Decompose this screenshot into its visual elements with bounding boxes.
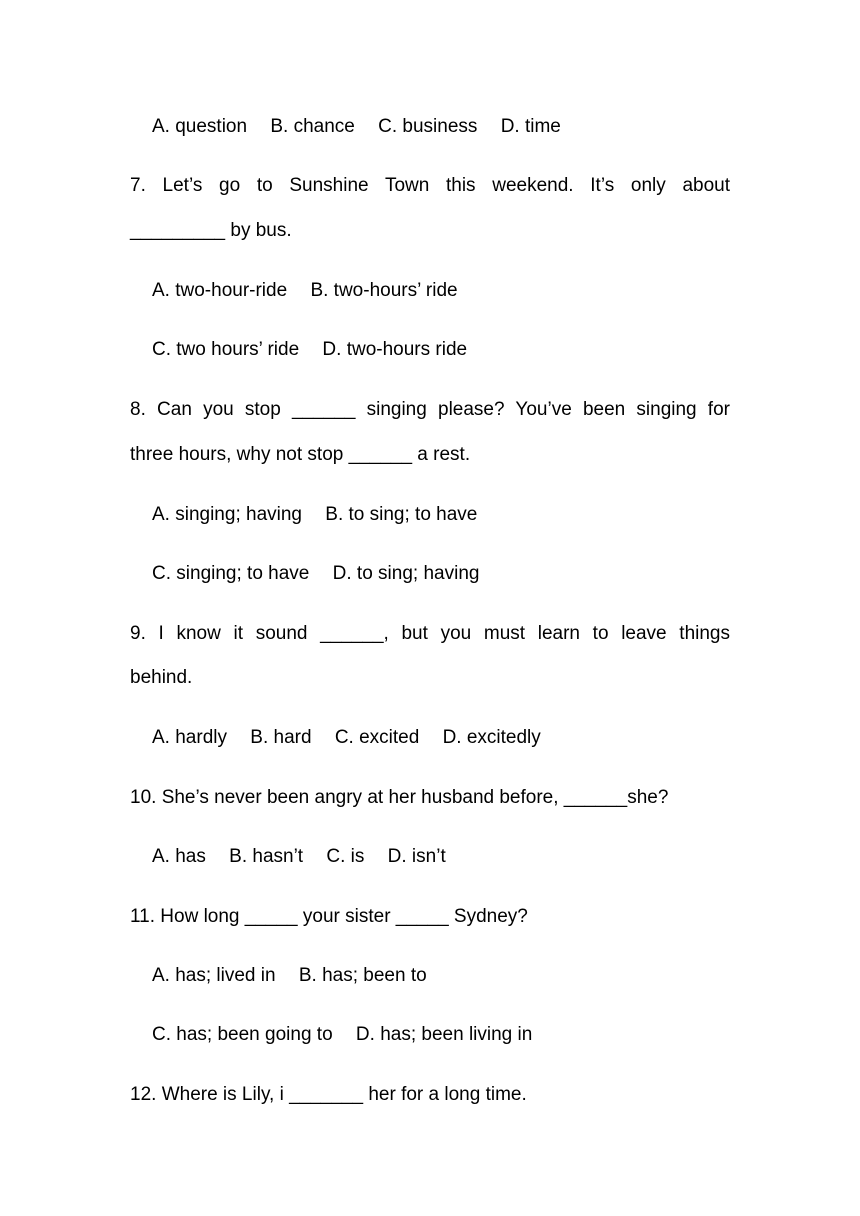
q7-options-row-2 [152,338,467,362]
q8-option-d: D. to sing; having [332,563,480,584]
q11-options-row-2 [152,1023,532,1047]
q9-options-row-1 [152,726,541,750]
q11-options-row-1 [152,964,427,988]
q10-stem-line-1: 10. She’s never been angry at her husband before, ______she? [130,787,669,808]
q8-stem-line-1: 8. Can you stop ______ singing please? You’ve been singing for [130,399,730,420]
q7-option-c: C. two hours’ ride [152,339,300,360]
q8-options-row-2 [152,562,479,586]
q10-options-row-1 [152,845,446,869]
q9-option-c: C. excited [334,727,420,748]
q7-options-row-1 [152,279,458,303]
q7-option-a: A. two-hour-ride [152,280,288,301]
q9-option-a: A. hardly [152,727,227,748]
q10-option-b: B. hasn’t [229,846,304,867]
q6-option-b: B. chance [270,116,355,137]
q10-option-c: C. is [326,846,365,867]
q11-option-d: D. has; been living in [355,1024,533,1045]
q7-stem-line-1: 7. Let’s go to Sunshine Town this weekend. It’s only about [130,175,730,196]
q8-option-c: C. singing; to have [152,563,310,584]
q6-options-row-1 [152,115,561,139]
q10-option-d: D. isn’t [387,846,446,867]
q11-option-a: A. has; lived in [152,965,276,986]
q9-stem-line-2: behind. [130,667,193,688]
q6-option-c: C. business [378,116,478,137]
q10-option-a: A. has [152,846,206,867]
q7-stem-line-2: _________ by bus. [130,220,292,241]
q6-option-d: D. time [500,116,561,137]
q9-stem-line-1: 9. I know it sound ______, but you must learn to leave things [130,623,730,644]
q8-option-b: B. to sing; to have [325,504,478,525]
q11-option-c: C. has; been going to [152,1024,333,1045]
q11-option-b: B. has; been to [298,965,427,986]
q8-option-a: A. singing; having [152,504,302,525]
q7-option-d: D. two-hours ride [322,339,468,360]
q8-options-row-1 [152,503,477,527]
q11-stem-line-1: 11. How long _____ your sister _____ Sydney? [130,906,528,927]
q12-stem-line-1: 12. Where is Lily, i _______ her for a long time. [130,1084,527,1105]
q9-option-d: D. excitedly [442,727,541,748]
q9-option-b: B. hard [250,727,312,748]
q7-option-b: B. two-hours’ ride [310,280,458,301]
q8-stem-line-2: three hours, why not stop ______ a rest. [130,444,471,465]
q6-option-a: A. question [152,116,248,137]
